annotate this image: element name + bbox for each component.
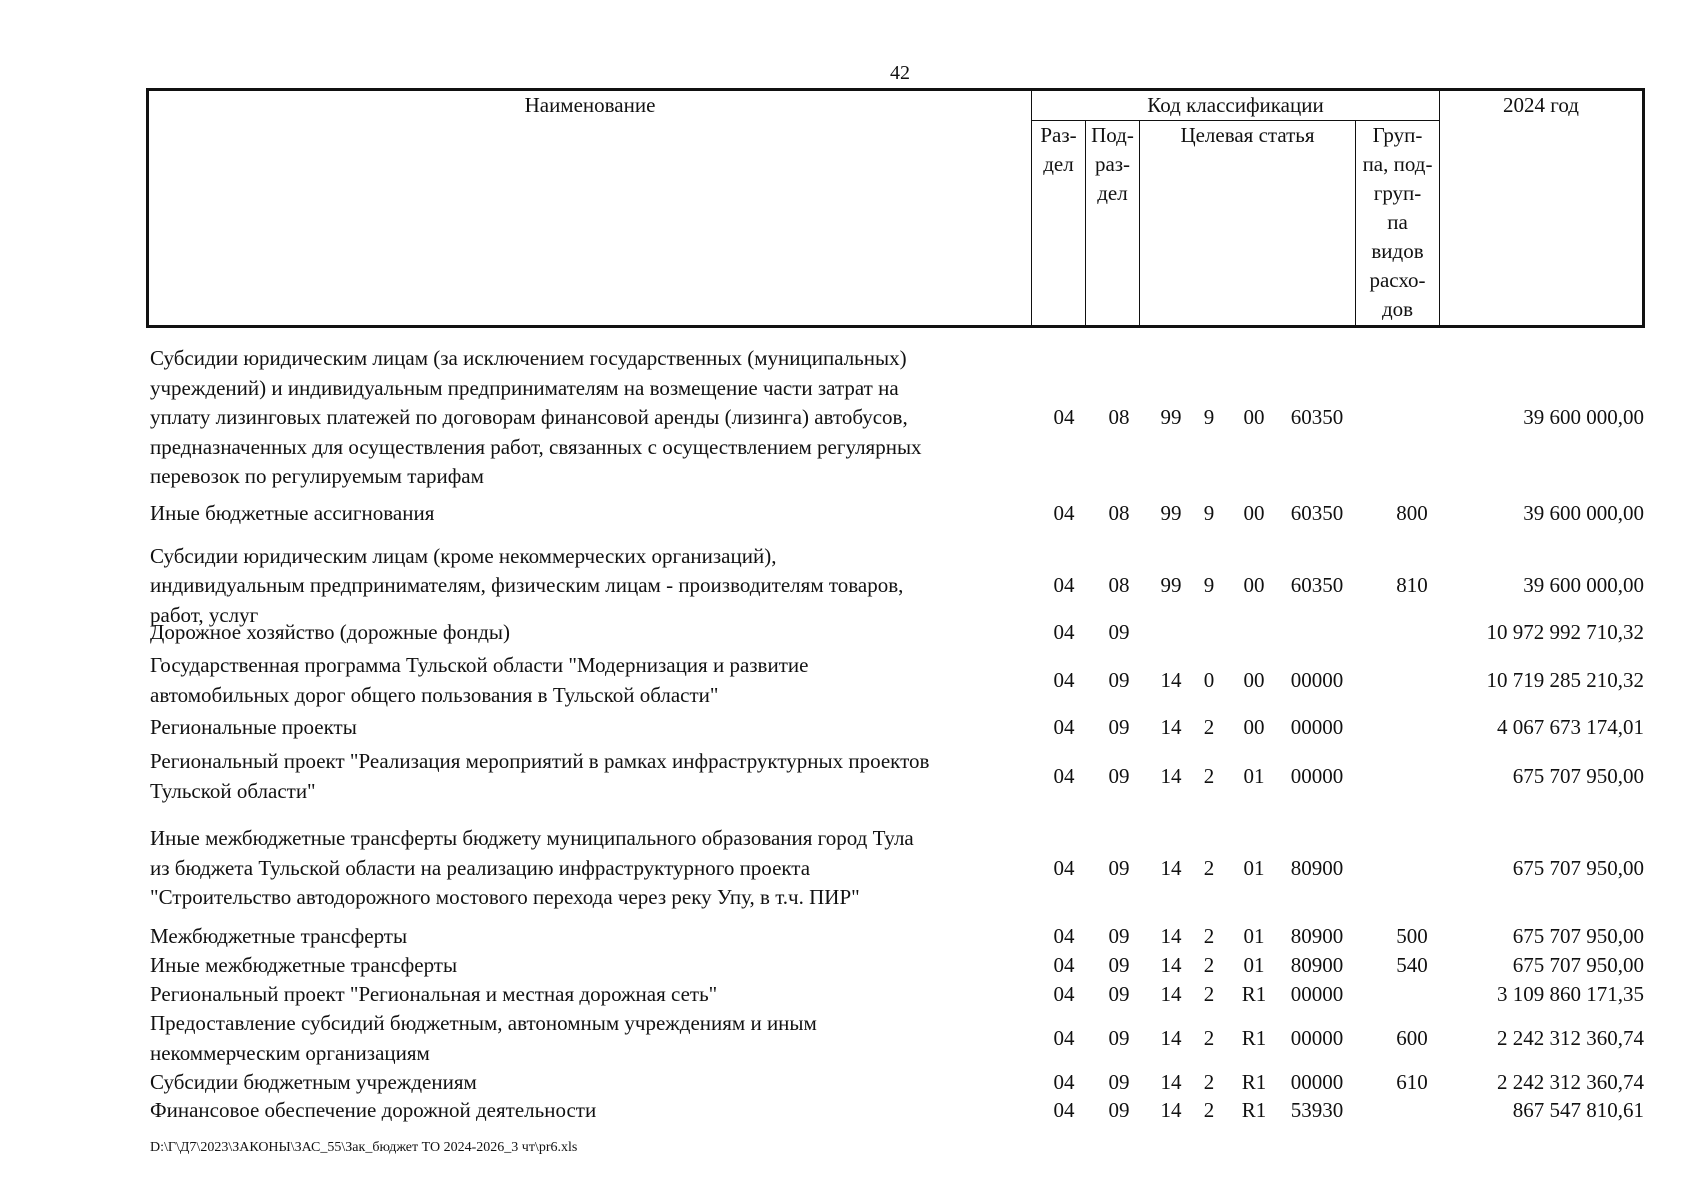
row-amount: 4 067 673 174,01 bbox=[1497, 714, 1644, 739]
row-name: Межбюджетные трансферты bbox=[150, 923, 408, 948]
code-program: 14 bbox=[1160, 1069, 1182, 1094]
code-program: 14 bbox=[1160, 1025, 1182, 1050]
row-amount: 675 707 950,00 bbox=[1512, 763, 1644, 788]
code-program: 99 bbox=[1160, 405, 1182, 430]
code-type: 2 bbox=[1203, 981, 1215, 1006]
table-row bbox=[150, 951, 1644, 980]
code-podrazdel: 09 bbox=[1108, 763, 1130, 788]
code-subprogram: 01 bbox=[1243, 763, 1265, 788]
header-classification: Код классификации bbox=[1032, 90, 1440, 121]
code-expense-group: 810 bbox=[1396, 573, 1428, 598]
code-direction: 00000 bbox=[1290, 714, 1344, 739]
code-subprogram: 01 bbox=[1243, 923, 1265, 948]
code-type: 2 bbox=[1203, 1069, 1215, 1094]
code-direction: 80900 bbox=[1290, 855, 1344, 880]
code-expense-group: 540 bbox=[1396, 952, 1428, 977]
table-row bbox=[150, 618, 1644, 647]
code-type: 2 bbox=[1203, 763, 1215, 788]
row-amount: 675 707 950,00 bbox=[1512, 855, 1644, 880]
code-direction: 00000 bbox=[1290, 981, 1344, 1006]
code-program: 14 bbox=[1160, 1097, 1182, 1122]
code-razdel: 04 bbox=[1053, 573, 1075, 598]
code-razdel: 04 bbox=[1053, 855, 1075, 880]
header-podrazdel: Под- раз- дел bbox=[1086, 121, 1140, 327]
code-type: 2 bbox=[1203, 855, 1215, 880]
row-amount: 675 707 950,00 bbox=[1512, 923, 1644, 948]
code-subprogram: R1 bbox=[1241, 1025, 1267, 1050]
code-program: 14 bbox=[1160, 981, 1182, 1006]
code-subprogram: 00 bbox=[1243, 405, 1265, 430]
row-name: Региональный проект "Реализация мероприятий в рамках инфраструктурных проектов Тульской области" bbox=[150, 749, 930, 803]
table-row bbox=[150, 1068, 1644, 1097]
code-direction: 53930 bbox=[1290, 1097, 1344, 1122]
code-type: 9 bbox=[1203, 573, 1215, 598]
row-name: Субсидии юридическим лицам (за исключением государственных (муниципальных) учреждений) и индивидуальным предпринимателям на возмещение части затрат на уплату лизинговых платежей по договорам финансовой аренды (лизинга) автобусов, предназначенных для осуществления работ, связанных с осуществлением регулярных перевозок по регулируемым тарифам bbox=[150, 346, 922, 489]
header-razdel: Раз- дел bbox=[1032, 121, 1086, 327]
code-type: 2 bbox=[1203, 1097, 1215, 1122]
code-podrazdel: 09 bbox=[1108, 619, 1130, 644]
table-row bbox=[150, 747, 1644, 806]
code-subprogram: 00 bbox=[1243, 714, 1265, 739]
code-podrazdel: 09 bbox=[1108, 952, 1130, 977]
code-podrazdel: 09 bbox=[1108, 667, 1130, 692]
code-razdel: 04 bbox=[1053, 981, 1075, 1006]
code-podrazdel: 09 bbox=[1108, 923, 1130, 948]
code-podrazdel: 09 bbox=[1108, 1025, 1130, 1050]
code-expense-group: 600 bbox=[1396, 1025, 1428, 1050]
code-razdel: 04 bbox=[1053, 763, 1075, 788]
code-subprogram: R1 bbox=[1241, 981, 1267, 1006]
code-program: 14 bbox=[1160, 855, 1182, 880]
row-amount: 2 242 312 360,74 bbox=[1497, 1069, 1644, 1094]
code-type: 0 bbox=[1203, 667, 1215, 692]
code-type: 2 bbox=[1203, 714, 1215, 739]
row-name: Государственная программа Тульской области "Модернизация и развитие автомобильных дорог общего пользования в Тульской области" bbox=[150, 653, 809, 707]
row-name: Финансовое обеспечение дорожной деятельности bbox=[150, 1097, 597, 1122]
code-podrazdel: 09 bbox=[1108, 981, 1130, 1006]
row-amount: 867 547 810,61 bbox=[1512, 1097, 1644, 1122]
code-podrazdel: 09 bbox=[1108, 714, 1130, 739]
code-subprogram: 00 bbox=[1243, 573, 1265, 598]
header-target: Целевая статья bbox=[1140, 121, 1356, 327]
code-direction: 00000 bbox=[1290, 667, 1344, 692]
table-row bbox=[150, 651, 1644, 710]
code-razdel: 04 bbox=[1053, 1069, 1075, 1094]
table-row bbox=[150, 1009, 1644, 1068]
row-amount: 10 719 285 210,32 bbox=[1486, 667, 1644, 692]
row-name: Иные бюджетные ассигнования bbox=[150, 500, 435, 525]
code-direction: 00000 bbox=[1290, 1069, 1344, 1094]
code-expense-group: 610 bbox=[1396, 1069, 1428, 1094]
row-amount: 675 707 950,00 bbox=[1512, 952, 1644, 977]
header-name: Наименование bbox=[148, 90, 1032, 327]
table-row bbox=[150, 713, 1644, 742]
code-razdel: 04 bbox=[1053, 923, 1075, 948]
code-podrazdel: 09 bbox=[1108, 1097, 1130, 1122]
row-name: Региональный проект "Региональная и местная дорожная сеть" bbox=[150, 981, 718, 1006]
code-program: 14 bbox=[1160, 763, 1182, 788]
row-amount: 10 972 992 710,32 bbox=[1486, 619, 1644, 644]
code-program: 14 bbox=[1160, 952, 1182, 977]
code-direction: 00000 bbox=[1290, 763, 1344, 788]
code-expense-group: 800 bbox=[1396, 500, 1428, 525]
row-name: Иные межбюджетные трансферты bbox=[150, 952, 458, 977]
row-amount: 39 600 000,00 bbox=[1523, 500, 1644, 525]
row-name: Дорожное хозяйство (дорожные фонды) bbox=[150, 619, 511, 644]
code-razdel: 04 bbox=[1053, 405, 1075, 430]
row-name: Региональные проекты bbox=[150, 714, 357, 739]
code-direction: 80900 bbox=[1290, 952, 1344, 977]
code-razdel: 04 bbox=[1053, 714, 1075, 739]
code-direction: 60350 bbox=[1290, 405, 1344, 430]
code-podrazdel: 08 bbox=[1108, 405, 1130, 430]
header-group: Груп- па, под- груп- па видов расхо- дов bbox=[1356, 121, 1440, 327]
code-razdel: 04 bbox=[1053, 667, 1075, 692]
table-row bbox=[150, 922, 1644, 951]
code-subprogram: R1 bbox=[1241, 1069, 1267, 1094]
code-subprogram: 01 bbox=[1243, 855, 1265, 880]
code-podrazdel: 08 bbox=[1108, 573, 1130, 598]
code-subprogram: 00 bbox=[1243, 667, 1265, 692]
code-podrazdel: 09 bbox=[1108, 1069, 1130, 1094]
row-amount: 39 600 000,00 bbox=[1523, 573, 1644, 598]
code-expense-group: 500 bbox=[1396, 923, 1428, 948]
code-program: 99 bbox=[1160, 500, 1182, 525]
code-direction: 60350 bbox=[1290, 500, 1344, 525]
code-program: 14 bbox=[1160, 714, 1182, 739]
table-row bbox=[150, 344, 1644, 492]
page-number: 42 bbox=[890, 62, 910, 84]
code-razdel: 04 bbox=[1053, 1097, 1075, 1122]
code-direction: 00000 bbox=[1290, 1025, 1344, 1050]
code-razdel: 04 bbox=[1053, 952, 1075, 977]
code-type: 2 bbox=[1203, 952, 1215, 977]
row-name: Предоставление субсидий бюджетным, автономным учреждениям и иным некоммерческим организациям bbox=[150, 1011, 817, 1065]
code-type: 9 bbox=[1203, 500, 1215, 525]
code-program: 99 bbox=[1160, 573, 1182, 598]
row-amount: 2 242 312 360,74 bbox=[1497, 1025, 1644, 1050]
row-amount: 3 109 860 171,35 bbox=[1497, 981, 1644, 1006]
code-type: 2 bbox=[1203, 1025, 1215, 1050]
code-type: 9 bbox=[1203, 405, 1215, 430]
table-header bbox=[146, 88, 1645, 328]
table-row bbox=[150, 980, 1644, 1009]
row-name: Субсидии бюджетным учреждениям bbox=[150, 1069, 477, 1094]
header-year: 2024 год bbox=[1440, 90, 1644, 327]
code-program: 14 bbox=[1160, 667, 1182, 692]
code-direction: 80900 bbox=[1290, 923, 1344, 948]
code-razdel: 04 bbox=[1053, 500, 1075, 525]
row-name: Иные межбюджетные трансферты бюджету муниципального образования город Тула из бюджета Тульской области на реализацию инфраструктурного проекта "Строительство автодорожного мостового перехода через реку Упу, в т.ч. ПИР" bbox=[150, 826, 914, 910]
code-direction: 60350 bbox=[1290, 573, 1344, 598]
code-subprogram: 00 bbox=[1243, 500, 1265, 525]
code-subprogram: 01 bbox=[1243, 952, 1265, 977]
table-row bbox=[150, 824, 1644, 913]
row-name: Субсидии юридическим лицам (кроме некоммерческих организаций), индивидуальным предпринимателям, физическим лицам - производителям товаров, работ, услуг bbox=[150, 543, 904, 627]
code-podrazdel: 09 bbox=[1108, 855, 1130, 880]
row-amount: 39 600 000,00 bbox=[1523, 405, 1644, 430]
code-program: 14 bbox=[1160, 923, 1182, 948]
code-razdel: 04 bbox=[1053, 619, 1075, 644]
code-razdel: 04 bbox=[1053, 1025, 1075, 1050]
table-row bbox=[150, 1096, 1644, 1125]
code-podrazdel: 08 bbox=[1108, 500, 1130, 525]
table-row bbox=[150, 499, 1644, 528]
footer-file-path: D:\Г\Д7\2023\ЗАКОНЫ\ЗАС_55\Зак_бюджет ТО 2024-2026_3 чт\pr6.xls bbox=[150, 1140, 578, 1155]
code-type: 2 bbox=[1203, 923, 1215, 948]
code-subprogram: R1 bbox=[1241, 1097, 1267, 1122]
